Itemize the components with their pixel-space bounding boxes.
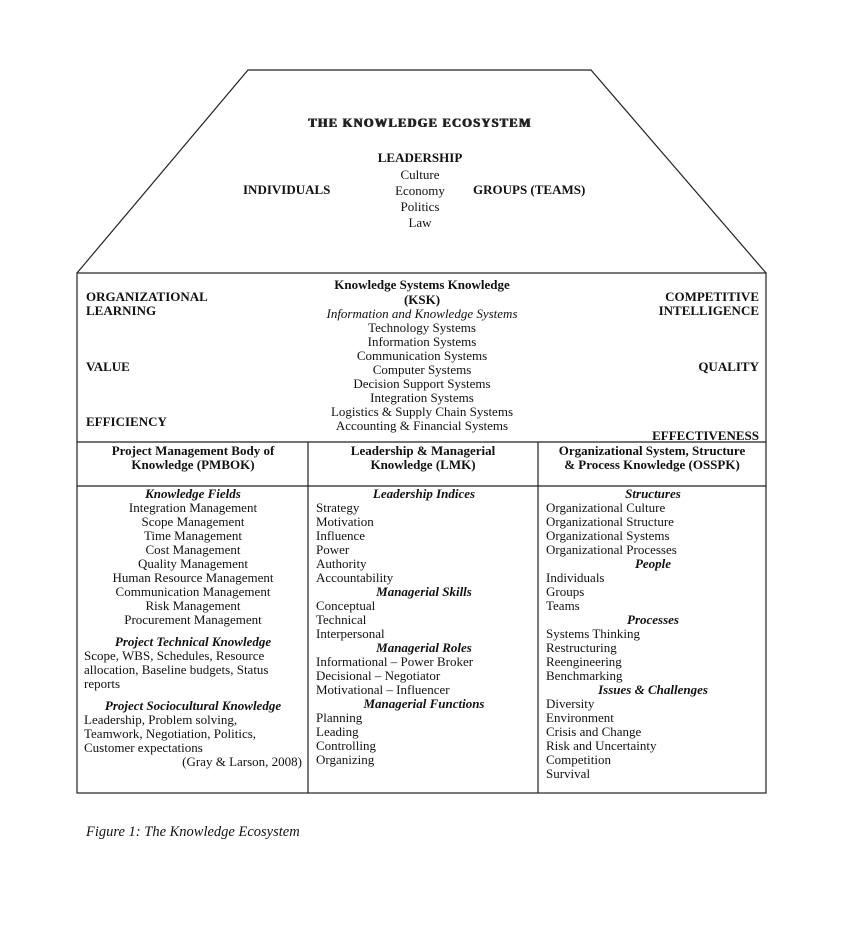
pmbok-socio-line: Teamwork, Negotiation, Politics, xyxy=(84,726,257,741)
osspk-item: Risk and Uncertainty xyxy=(546,738,657,753)
ksk-item: Information Systems xyxy=(367,334,477,349)
header-pmbok-line: Knowledge (PMBOK) xyxy=(131,457,255,472)
osspk-heading: Processes xyxy=(627,612,679,627)
lmk-item: Interpersonal xyxy=(316,626,385,641)
lmk-item: Strategy xyxy=(316,500,360,515)
roof-individuals: INDIVIDUALS xyxy=(243,182,331,197)
osspk-item: Systems Thinking xyxy=(546,626,641,641)
lmk-item: Motivational – Influencer xyxy=(316,682,450,697)
osspk-item: Organizational Culture xyxy=(546,500,666,515)
pmbok-field: Integration Management xyxy=(128,500,258,515)
osspk-heading: Issues & Challenges xyxy=(598,682,708,697)
pmbok-tech-line: Scope, WBS, Schedules, Resource xyxy=(84,648,265,663)
pmbok-tech-line: allocation, Baseline budgets, Status xyxy=(84,662,269,677)
lmk-item: Informational – Power Broker xyxy=(316,654,474,669)
pmbok-socio-line: Customer expectations xyxy=(84,740,203,755)
roof-item: Culture xyxy=(400,167,440,182)
osspk-item: Organizational Systems xyxy=(546,528,670,543)
osspk-item: Crisis and Change xyxy=(546,724,642,739)
ksk-item: Communication Systems xyxy=(356,348,488,363)
lmk-item: Controlling xyxy=(316,738,376,753)
pmbok-field: Scope Management xyxy=(141,514,245,529)
header-lmk-line: Knowledge (LMK) xyxy=(370,457,476,472)
pmbok-tech-line: reports xyxy=(84,676,121,691)
lmk-heading: Managerial Functions xyxy=(363,696,485,711)
pmbok-field: Time Management xyxy=(143,528,243,543)
osspk-item: Diversity xyxy=(546,696,595,711)
label-intelligence: INTELLIGENCE xyxy=(658,303,759,318)
lmk-item: Technical xyxy=(316,612,367,627)
roof-item: Politics xyxy=(400,199,440,214)
lmk-item: Organizing xyxy=(316,752,375,767)
ksk-item: Decision Support Systems xyxy=(353,376,491,391)
lmk-item: Power xyxy=(316,542,350,557)
osspk-heading: Structures xyxy=(625,486,681,501)
ksk-item: Computer Systems xyxy=(372,362,472,377)
lmk-item: Conceptual xyxy=(316,598,376,613)
osspk-item: Benchmarking xyxy=(546,668,623,683)
ksk-abbrev: (KSK) xyxy=(403,292,441,307)
header-lmk-line: Leadership & Managerial xyxy=(350,443,496,458)
label-value: VALUE xyxy=(86,359,130,374)
roof-item: Economy xyxy=(395,183,445,198)
lmk-item: Influence xyxy=(316,528,366,543)
pmbok-socio-heading: Project Sociocultural Knowledge xyxy=(104,698,282,713)
lmk-item: Leading xyxy=(316,724,359,739)
lmk-heading: Leadership Indices xyxy=(372,486,476,501)
header-osspk xyxy=(538,444,766,472)
osspk-item: Reengineering xyxy=(546,654,622,669)
osspk-item: Organizational Processes xyxy=(546,542,677,557)
ksk-item: Accounting & Financial Systems xyxy=(335,418,509,433)
osspk-item: Teams xyxy=(546,598,580,613)
pmbok-citation: (Gray & Larson, 2008) xyxy=(182,754,302,769)
label-effectiveness: EFFECTIVENESS xyxy=(652,428,759,443)
roof-leadership: LEADERSHIP xyxy=(377,150,463,165)
label-efficiency: EFFICIENCY xyxy=(86,414,167,429)
osspk-item: Individuals xyxy=(546,570,605,585)
osspk-item: Survival xyxy=(546,766,591,781)
ksk-title: Knowledge Systems Knowledge xyxy=(334,277,510,292)
diagram-title: THE KNOWLEDGE ECOSYSTEM xyxy=(308,116,532,130)
lmk-item: Decisional – Negotiator xyxy=(316,668,441,683)
pmbok-fields-heading: Knowledge Fields xyxy=(145,486,241,501)
lmk-item: Planning xyxy=(316,710,363,725)
label-learning: LEARNING xyxy=(86,303,157,318)
lmk-item: Authority xyxy=(316,556,367,571)
lmk-heading: Managerial Roles xyxy=(376,640,472,655)
osspk-item: Competition xyxy=(546,752,611,767)
header-lmk xyxy=(308,444,538,472)
ksk-item: Logistics & Supply Chain Systems xyxy=(330,404,513,419)
pmbok-field: Human Resource Management xyxy=(112,570,274,585)
pmbok-field: Quality Management xyxy=(137,556,249,571)
label-quality: QUALITY xyxy=(698,359,759,374)
pmbok-socio-line: Leadership, Problem solving, xyxy=(84,712,238,727)
ksk-item: Integration Systems xyxy=(370,390,474,405)
osspk-item: Restructuring xyxy=(546,640,617,655)
header-pmbok xyxy=(78,444,308,472)
roof-groups: GROUPS (TEAMS) xyxy=(473,182,586,197)
column-lmk xyxy=(316,487,532,767)
column-pmbok xyxy=(84,487,302,769)
roof-item: Law xyxy=(408,215,432,230)
column-osspk xyxy=(546,487,760,781)
ksk-block xyxy=(282,277,562,433)
lmk-heading: Managerial Skills xyxy=(376,584,472,599)
ksk-subtitle: Information and Knowledge Systems xyxy=(326,306,518,321)
osspk-item: Environment xyxy=(546,710,614,725)
osspk-item: Organizational Structure xyxy=(546,514,674,529)
header-osspk-line: & Process Knowledge (OSSPK) xyxy=(564,457,740,472)
figure-caption: Figure 1: The Knowledge Ecosystem xyxy=(86,824,300,840)
pmbok-tech-heading: Project Technical Knowledge xyxy=(114,634,272,649)
ksk-item: Technology Systems xyxy=(368,320,476,335)
pmbok-field: Cost Management xyxy=(145,542,241,557)
roof-items xyxy=(320,167,520,231)
header-osspk-line: Organizational System, Structure xyxy=(558,443,746,458)
pmbok-field: Communication Management xyxy=(115,584,271,599)
label-organizational: ORGANIZATIONAL xyxy=(86,289,208,304)
pmbok-field: Risk Management xyxy=(145,598,241,613)
label-competitive: COMPETITIVE xyxy=(665,289,759,304)
header-pmbok-line: Project Management Body of xyxy=(111,443,275,458)
lmk-item: Motivation xyxy=(316,514,374,529)
osspk-item: Groups xyxy=(546,584,585,599)
osspk-heading: People xyxy=(634,556,672,571)
pmbok-field: Procurement Management xyxy=(124,612,262,627)
lmk-item: Accountability xyxy=(316,570,394,585)
